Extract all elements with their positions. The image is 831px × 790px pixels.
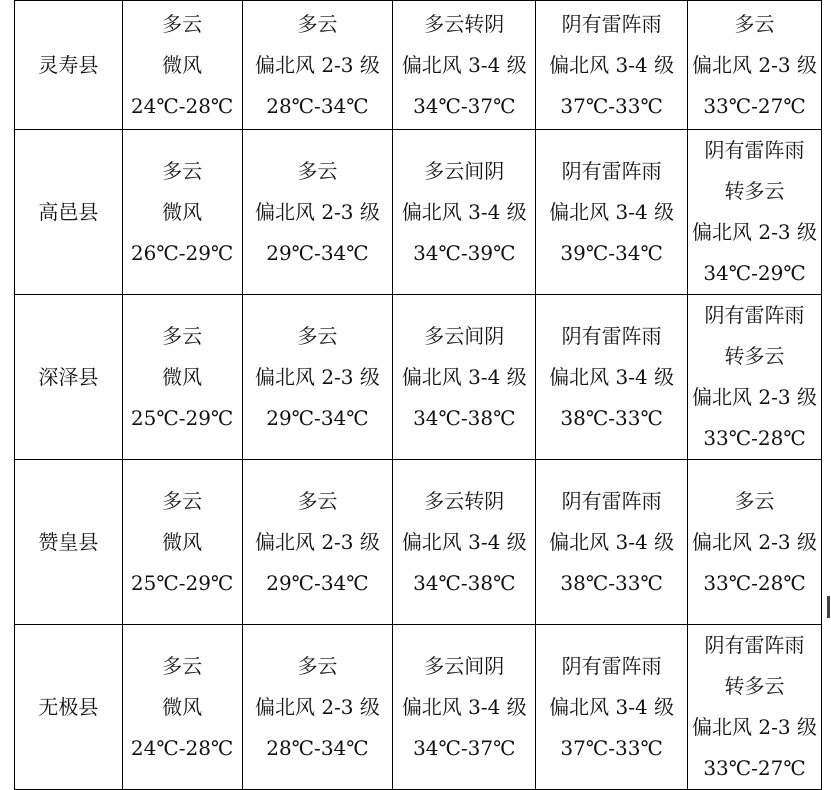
forecast-table-container: [14, 0, 822, 780]
forecast-line: 阴有雷阵雨: [561, 488, 662, 513]
table-row: [15, 1, 822, 130]
forecast-table: [14, 0, 822, 790]
forecast-line: 偏北风 2-3 级: [692, 715, 817, 739]
forecast-line: 多云: [297, 158, 338, 183]
forecast-cell: [242, 625, 393, 790]
forecast-line: 偏北风 2-3 级: [692, 220, 817, 244]
forecast-line: 29℃-34℃: [266, 405, 369, 430]
forecast-line: 微风: [162, 199, 203, 224]
table-row: [15, 295, 822, 460]
forecast-line: 偏北风 3-4 级: [401, 529, 527, 554]
forecast-cell: [688, 1, 822, 130]
forecast-cell: [242, 130, 393, 295]
forecast-line: 34℃-29℃: [703, 261, 806, 285]
forecast-line: 25℃-29℃: [130, 405, 234, 430]
forecast-cell: [393, 295, 536, 460]
table-row: [15, 625, 822, 790]
forecast-cell: [122, 625, 242, 790]
forecast-line: 多云间阴: [424, 653, 505, 678]
forecast-cell: [242, 1, 393, 130]
forecast-line: 偏北风 2-3 级: [692, 385, 817, 409]
forecast-cell: [688, 625, 822, 790]
forecast-line: 阴有雷阵雨: [561, 323, 662, 348]
forecast-line: 偏北风 2-3 级: [692, 52, 817, 77]
forecast-line: 多云: [734, 11, 775, 36]
forecast-line: 偏北风 2-3 级: [254, 199, 380, 224]
county-name-cell: [15, 1, 123, 130]
forecast-line: 多云: [297, 488, 338, 513]
forecast-cell: [393, 1, 536, 130]
county-name: 赞皇县: [38, 529, 99, 554]
forecast-line: 多云: [162, 653, 203, 678]
forecast-cell: [393, 130, 536, 295]
forecast-line: 偏北风 2-3 级: [254, 694, 380, 719]
forecast-line: 多云间阴: [424, 158, 505, 183]
table-row: [15, 460, 822, 625]
forecast-line: 多云: [297, 11, 338, 36]
forecast-cell: [688, 460, 822, 625]
county-name: 灵寿县: [38, 52, 99, 77]
county-name-cell: [15, 625, 123, 790]
forecast-line: 偏北风 3-4 级: [549, 52, 675, 77]
forecast-line: 转多云: [724, 674, 785, 698]
forecast-line: 33℃-27℃: [703, 93, 806, 118]
forecast-line: 34℃-39℃: [413, 240, 516, 265]
forecast-line: 微风: [162, 694, 203, 719]
forecast-line: 多云: [734, 488, 775, 513]
county-name-cell: [15, 295, 123, 460]
forecast-line: 阴有雷阵雨: [704, 138, 805, 162]
forecast-cell: [122, 130, 242, 295]
forecast-cell: [122, 295, 242, 460]
forecast-line: 多云: [297, 653, 338, 678]
forecast-cell: [122, 460, 242, 625]
forecast-line: 38℃-33℃: [560, 570, 663, 595]
forecast-line: 转多云: [724, 344, 785, 368]
forecast-line: 偏北风 3-4 级: [549, 529, 675, 554]
forecast-line: 偏北风 3-4 级: [549, 694, 675, 719]
forecast-line: 微风: [162, 529, 203, 554]
forecast-line: 偏北风 2-3 级: [692, 529, 817, 554]
forecast-line: 偏北风 3-4 级: [549, 364, 675, 389]
forecast-line: 偏北风 3-4 级: [401, 52, 527, 77]
forecast-cell: [536, 625, 688, 790]
forecast-line: 偏北风 3-4 级: [401, 199, 527, 224]
forecast-cell: [536, 295, 688, 460]
forecast-line: 33℃-28℃: [703, 570, 806, 595]
forecast-line: 28℃-34℃: [266, 93, 369, 118]
forecast-line: 33℃-27℃: [703, 756, 806, 780]
forecast-cell: [122, 1, 242, 130]
forecast-line: 偏北风 3-4 级: [401, 364, 527, 389]
forecast-line: 多云间阴: [424, 323, 505, 348]
forecast-line: 多云转阴: [424, 488, 505, 513]
forecast-line: 偏北风 2-3 级: [254, 364, 380, 389]
forecast-line: 34℃-37℃: [413, 735, 516, 760]
county-name-cell: [15, 130, 123, 295]
county-name: 深泽县: [38, 364, 99, 389]
forecast-line: 阴有雷阵雨: [561, 158, 662, 183]
forecast-line: 阴有雷阵雨: [704, 303, 805, 327]
forecast-cell: [393, 460, 536, 625]
county-name: 无极县: [38, 694, 99, 719]
forecast-line: 24℃-28℃: [130, 93, 234, 118]
forecast-line: 24℃-28℃: [130, 735, 234, 760]
forecast-cell: [536, 1, 688, 130]
forecast-line: 微风: [162, 52, 203, 77]
forecast-line: 29℃-34℃: [266, 570, 369, 595]
table-row: [15, 130, 822, 295]
forecast-line: 多云: [162, 488, 203, 513]
forecast-line: 39℃-34℃: [560, 240, 663, 265]
forecast-line: 25℃-29℃: [130, 570, 234, 595]
forecast-line: 多云: [162, 158, 203, 183]
forecast-cell: [393, 625, 536, 790]
forecast-line: 多云: [162, 323, 203, 348]
forecast-line: 阴有雷阵雨: [561, 11, 662, 36]
page-edge-mark: [827, 596, 830, 618]
forecast-cell: [536, 130, 688, 295]
forecast-line: 34℃-37℃: [413, 93, 516, 118]
forecast-line: 37℃-33℃: [560, 735, 663, 760]
forecast-line: 33℃-28℃: [703, 426, 806, 450]
forecast-cell: [688, 130, 822, 295]
forecast-line: 多云转阴: [424, 11, 505, 36]
forecast-line: 38℃-33℃: [560, 405, 663, 430]
forecast-line: 26℃-29℃: [130, 240, 234, 265]
forecast-line: 34℃-38℃: [413, 570, 516, 595]
forecast-line: 微风: [162, 364, 203, 389]
forecast-line: 偏北风 2-3 级: [254, 52, 380, 77]
forecast-cell: [242, 460, 393, 625]
forecast-line: 阴有雷阵雨: [561, 653, 662, 678]
forecast-line: 阴有雷阵雨: [704, 633, 805, 657]
forecast-line: 转多云: [724, 179, 785, 203]
forecast-line: 37℃-33℃: [560, 93, 663, 118]
forecast-line: 偏北风 2-3 级: [254, 529, 380, 554]
forecast-line: 多云: [162, 11, 203, 36]
forecast-line: 34℃-38℃: [413, 405, 516, 430]
county-name: 高邑县: [38, 199, 99, 224]
county-name-cell: [15, 460, 123, 625]
forecast-line: 29℃-34℃: [266, 240, 369, 265]
forecast-cell: [536, 460, 688, 625]
forecast-line: 28℃-34℃: [266, 735, 369, 760]
forecast-cell: [688, 295, 822, 460]
forecast-line: 偏北风 3-4 级: [401, 694, 527, 719]
forecast-line: 多云: [297, 323, 338, 348]
forecast-cell: [242, 295, 393, 460]
forecast-line: 偏北风 3-4 级: [549, 199, 675, 224]
